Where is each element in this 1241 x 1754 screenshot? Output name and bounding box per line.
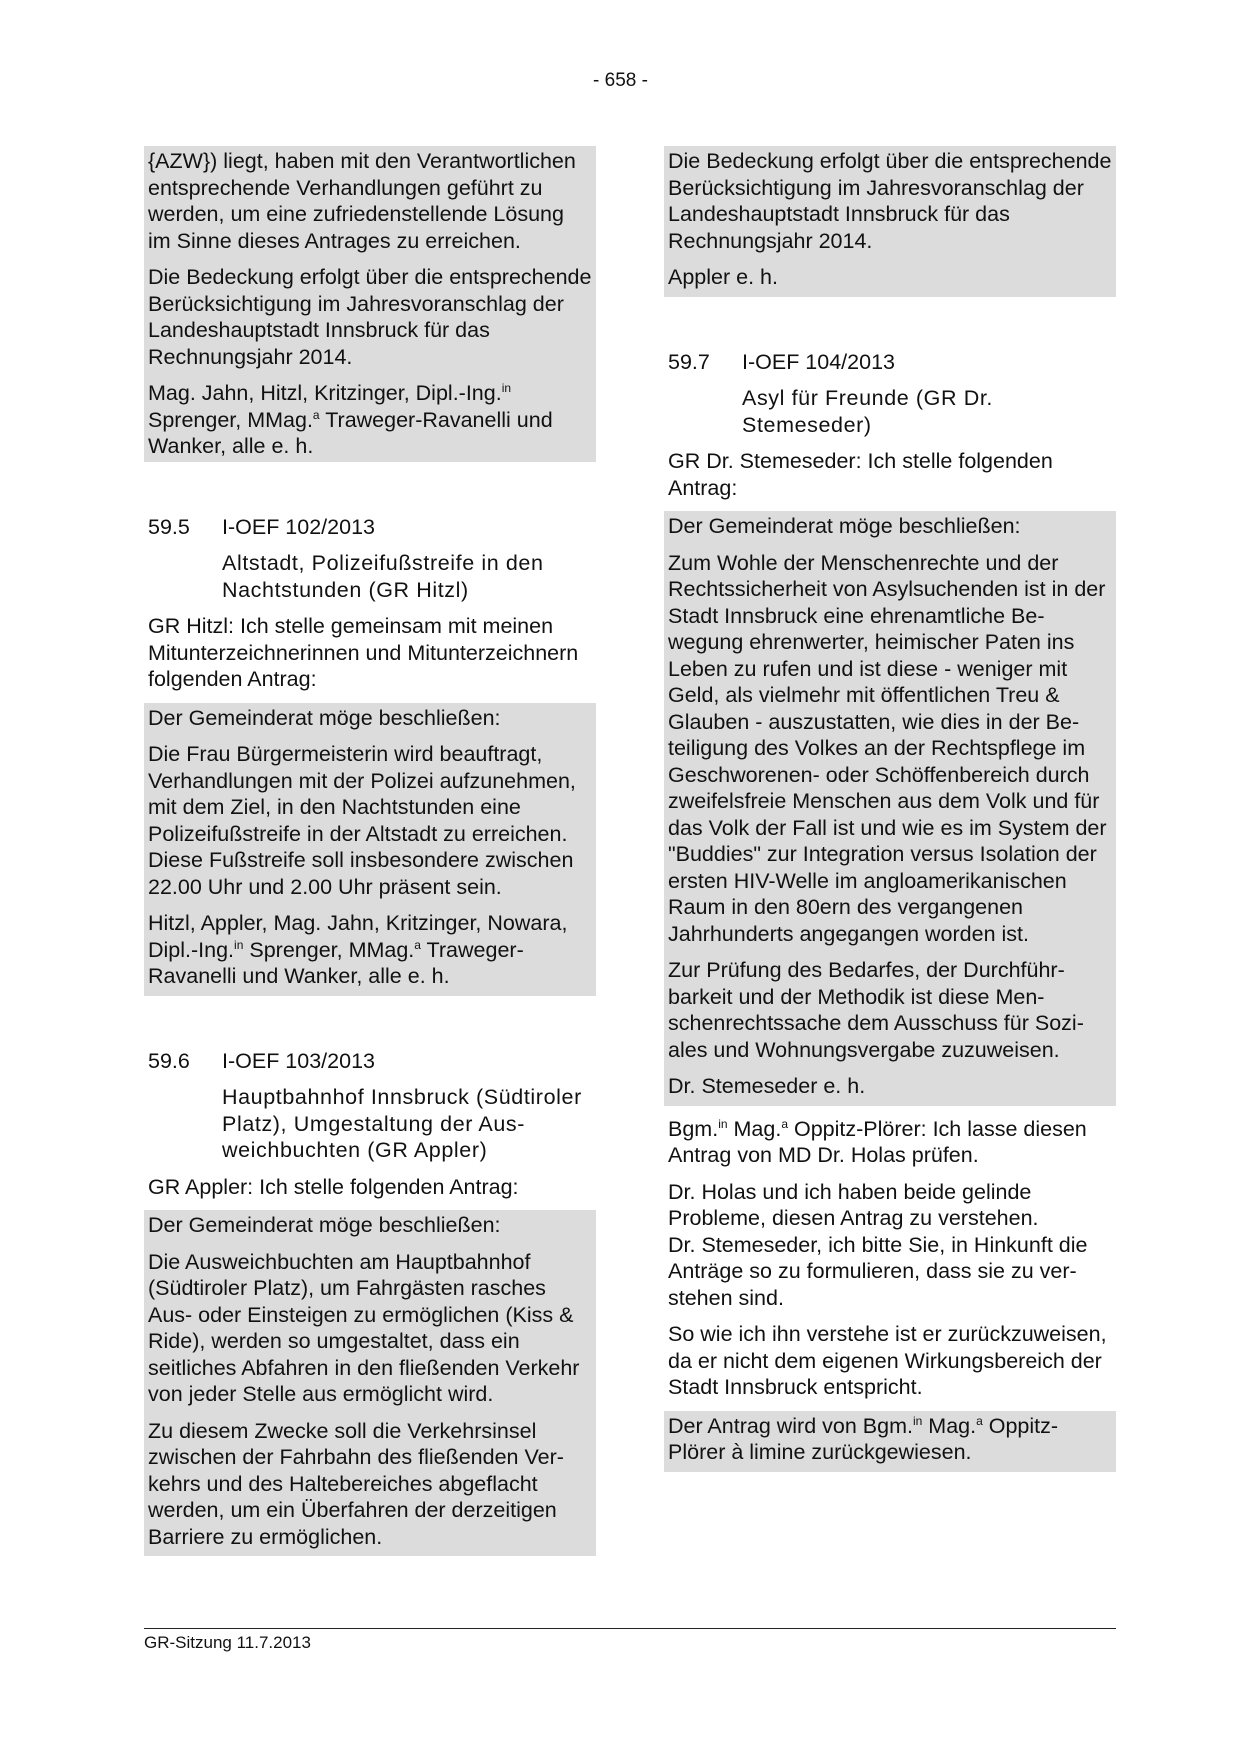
section-header-59-6: [144, 1048, 596, 1075]
paragraph: Die Bedeckung erfolgt über die entsprechende Berücksichtigung im Jahresvoranschlag der Landeshauptstadt Innsbruck für das Rechnungsjahr 2014.: [668, 149, 1112, 253]
right-column: [664, 146, 1116, 1472]
motion-body: Zur Prüfung des Bedarfes, der Durchführbarkeit und der Methodik ist diese Menschenrechtssache dem Ausschuss für Soziales und Wohnungsvergabe zuzuweisen.: [668, 958, 1084, 1062]
section-title: Asyl für Freunde (GR Dr. Stemeseder): [742, 386, 993, 437]
motion-block-59-6-end: [664, 146, 1116, 297]
section-id: I-OEF 104/2013: [742, 349, 895, 374]
section-title: Altstadt, Polizeifußstreife in den Nachtstunden (GR Hitzl): [222, 551, 544, 602]
paragraph: {AZW}) liegt, haben mit den Verantwortlichen entsprechende Verhandlungen geführt zu werden, um eine zufriedenstellende Lösung im Sinne dieses Antrages zu erreichen.: [148, 149, 576, 253]
motion-block-59-4-end: [144, 146, 596, 462]
motion-body: Die Frau Bürgermeisterin wird beauftragt, Verhandlungen mit der Polizei aufzunehmen, mit dem Ziel, in den Nachtstunden eine Polizeifußstreife in der Altstadt zu erreichen. Diese Fußstreife soll insbesondere zwischen 22.00 Uhr und 2.00 Uhr präsent sein.: [148, 742, 576, 899]
motion-block-59-6: [144, 1210, 596, 1556]
mayor-statement: Bgm.$^{in}$ Mag.$^a$ Oppitz-Plörer: Ich lasse diesen Antrag von MD Dr. Holas prüfen.: [668, 1116, 1087, 1167]
signatures: Dr. Stemeseder e. h.: [668, 1074, 866, 1098]
resolve-line: Der Gemeinderat möge beschließen:: [668, 514, 1021, 538]
motion-body: Zu diesem Zwecke soll die Verkehrsinsel zwischen der Fahrbahn des fließenden Verkehrs und des Haltebereiches abgeflacht werden, um ein Überfahren der derzeitigen Barriere zu ermöglichen.: [148, 1418, 564, 1549]
paragraph: Dr. Stemeseder, ich bitte Sie, in Hinkunft die Anträge so zu formulieren, dass sie zu verstehen sind.: [668, 1232, 1088, 1310]
resolve-line: Der Gemeinderat möge beschließen:: [148, 705, 501, 730]
decision: Der Antrag wird von Bgm.$^{in}$ Mag.$^a$ Oppitz-Plörer à limine zurückgewiesen.: [668, 1413, 1059, 1464]
motion-body: Zum Wohle der Menschenrechte und der Rechtssicherheit von Asylsuchenden ist in der Stadt Innsbruck eine ehrenamtliche Bewegung ehrenwerter, heimischer Paten ins Leben zu rufen und ist diese - weniger mit Geld, als vielmehr mit öffentlichen Treu & Glauben - auszustatten, wie dies in der Beteiligung des Volkes an der Rechtspflege im Geschworenen- oder Schöffenbereich durch zweifelsfreie Menschen aus dem Volk und für das Volk der Fall ist und wie es im System der "Buddies" zur Integration versus Isolation der ersten HIV-Welle im angloamerikanischen Raum in den 80ern des vergangenen Jahrhunderts angegangen worden ist.: [668, 550, 1107, 946]
signatures: Appler e. h.: [668, 265, 778, 289]
decision-block: [664, 1411, 1116, 1472]
mayor-statement-3: So wie ich ihn verstehe ist er zurückzuweisen, da er nicht dem eigenen Wirkungsbereich der Stadt Innsbruck entspricht.: [668, 1322, 1107, 1399]
left-column: [144, 146, 596, 1556]
motion-body: Die Ausweichbuchten am Hauptbahnhof (Südtiroler Platz), um Fahrgästen rasches Aus- oder Einsteigen zu ermöglichen (Kiss & Ride), werden so umgestaltet, dass ein seitliches Abfahren in den fließenden Verkehr von jeder Stelle aus ermöglicht wird.: [148, 1249, 580, 1406]
motion-intro: GR Hitzl: Ich stelle gemeinsam mit meinen Mitunterzeichnerinnen und Mitunterzeichnern folgenden Antrag:: [148, 614, 579, 691]
section-id: I-OEF 103/2013: [222, 1048, 375, 1073]
section-title: Hauptbahnhof Innsbruck (Südtiroler Platz), Umgestaltung der Ausweichbuchten (GR Appler): [222, 1085, 582, 1162]
signatures: Mag. Jahn, Hitzl, Kritzinger, Dipl.-Ing.$^{in}$ Sprenger, MMag.$^a$ Traweger-Ravanelli und Wanker, alle e. h.: [148, 380, 553, 458]
paragraph: Dr. Holas und ich haben beide gelinde Probleme, diesen Antrag zu verstehen.: [668, 1179, 1039, 1230]
paragraph: Die Bedeckung erfolgt über die entsprechende Berücksichtigung im Jahresvoranschlag der Landeshauptstadt Innsbruck für das Rechnungsjahr 2014.: [148, 265, 592, 369]
signatures: Hitzl, Appler, Mag. Jahn, Kritzinger, Nowara, Dipl.-Ing.$^{in}$ Sprenger, MMag.$^a$ Traweger-Ravanelli und Wanker, alle e. h.: [148, 911, 568, 988]
footer-divider: [144, 1628, 1116, 1629]
section-number: 59.5: [148, 514, 190, 539]
mayor-statement-2: [664, 1179, 1116, 1312]
section-number: 59.7: [668, 349, 710, 374]
section-id: I-OEF 102/2013: [222, 514, 375, 539]
motion-intro: GR Appler: Ich stelle folgenden Antrag:: [148, 1174, 519, 1199]
footer-text: GR-Sitzung 11.7.2013: [144, 1633, 311, 1652]
section-number: 59.6: [148, 1048, 190, 1073]
section-header-59-7: [664, 349, 1116, 376]
motion-block-59-7: [664, 511, 1116, 1106]
motion-intro: GR Dr. Stemeseder: Ich stelle folgenden Antrag:: [668, 449, 1053, 500]
section-header-59-5: [144, 514, 596, 541]
motion-block-59-5: [144, 703, 596, 996]
resolve-line: Der Gemeinderat möge beschließen:: [148, 1213, 501, 1237]
page-number: - 658 -: [593, 70, 648, 91]
